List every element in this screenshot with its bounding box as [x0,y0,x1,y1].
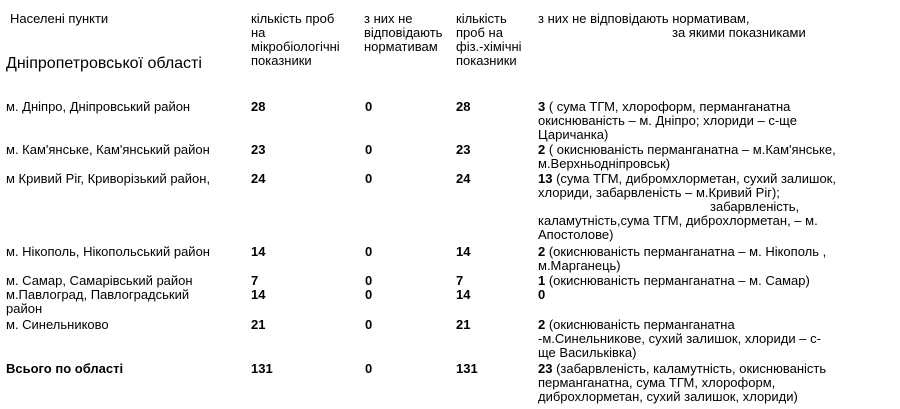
row-micro: 23 [251,142,266,157]
row-place: м. Самар, Самарівський район [6,273,193,288]
row-details: 1 (окиснюваність перманганатна – м. Самар) [538,273,810,288]
row-micro: 14 [251,287,266,302]
total-label: Всього по області [6,361,124,376]
row-micro: 21 [251,317,266,332]
total-micro: 131 [251,361,273,376]
header-micro-samples: кількість проб на мікробіологічні показники [251,11,340,68]
row-chem: 28 [456,99,471,114]
row-chem: 14 [456,287,471,302]
row-place: м. Кам'янське, Кам'янський район [6,142,210,157]
row-details: 2 (окиснюваність перманганатна -м.Синельникове, сухий залишок, хлориди – с- ще Васильківка) [538,317,821,360]
row-place: м. Нікополь, Нікопольський район [6,244,210,259]
row-chem: 24 [456,171,471,186]
row-micro: 28 [251,99,266,114]
row-place: м.Павлоград, Павлоградський район [6,287,190,316]
row-details: 2 (окиснюваність перманганатна – м. Нікополь , м.Марганець) [538,244,827,273]
row-micro-bad: 0 [365,287,373,302]
row-micro: 14 [251,244,266,259]
row-micro: 24 [251,171,266,186]
header-micro-noncompliant: з них не відповідають нормативам [364,11,443,54]
row-chem: 14 [456,244,471,259]
row-details: 3 ( сума ТГМ, хлороформ, перманганатна окиснюваність – м. Дніпро; хлориди – с-ще Царичанка) [538,99,797,142]
row-micro-bad: 0 [365,142,373,157]
row-chem: 21 [456,317,471,332]
row-chem: 23 [456,142,471,157]
row-place: м Кривий Ріг, Криворізький район, [6,171,211,186]
row-micro-bad: 0 [365,99,373,114]
header-places: Населені пункти [10,11,109,26]
header-chem-samples: кількість проб на фіз.-хімічні показники [456,11,522,68]
header-region: Дніпропетровської області [6,55,202,72]
total-chem: 131 [456,361,478,376]
row-micro-bad: 0 [365,273,373,288]
row-place: м. Дніпро, Дніпровський район [6,99,191,114]
total-micro-bad: 0 [365,361,373,376]
row-count: 0 [538,287,546,302]
row-micro-bad: 0 [365,171,373,186]
header-chem-noncompliant: з них не відповідають нормативам, за якими показниками [538,11,806,40]
row-micro: 7 [251,273,259,288]
row-details: 13 (сума ТГМ, дибромхлорметан, сухий залишок, хлориди, забарвленість – м.Кривий Ріг); забарвленість, каламутність,сума ТГМ, диброхлорметан, – м. Апостолове) [538,171,836,242]
row-micro-bad: 0 [365,317,373,332]
row-place: м. Синельниково [6,317,109,332]
total-details: 23 (забарвленість, каламутність, окиснюваність перманганатна, сума ТГМ, хлороформ, диброхлорметан, сухий залишок, хлориди) [538,361,827,404]
row-micro-bad: 0 [365,244,373,259]
row-chem: 7 [456,273,464,288]
row-details: 2 ( окиснюваність перманганатна – м.Кам'янське, м.Верхньодніпровськ) [538,142,836,171]
